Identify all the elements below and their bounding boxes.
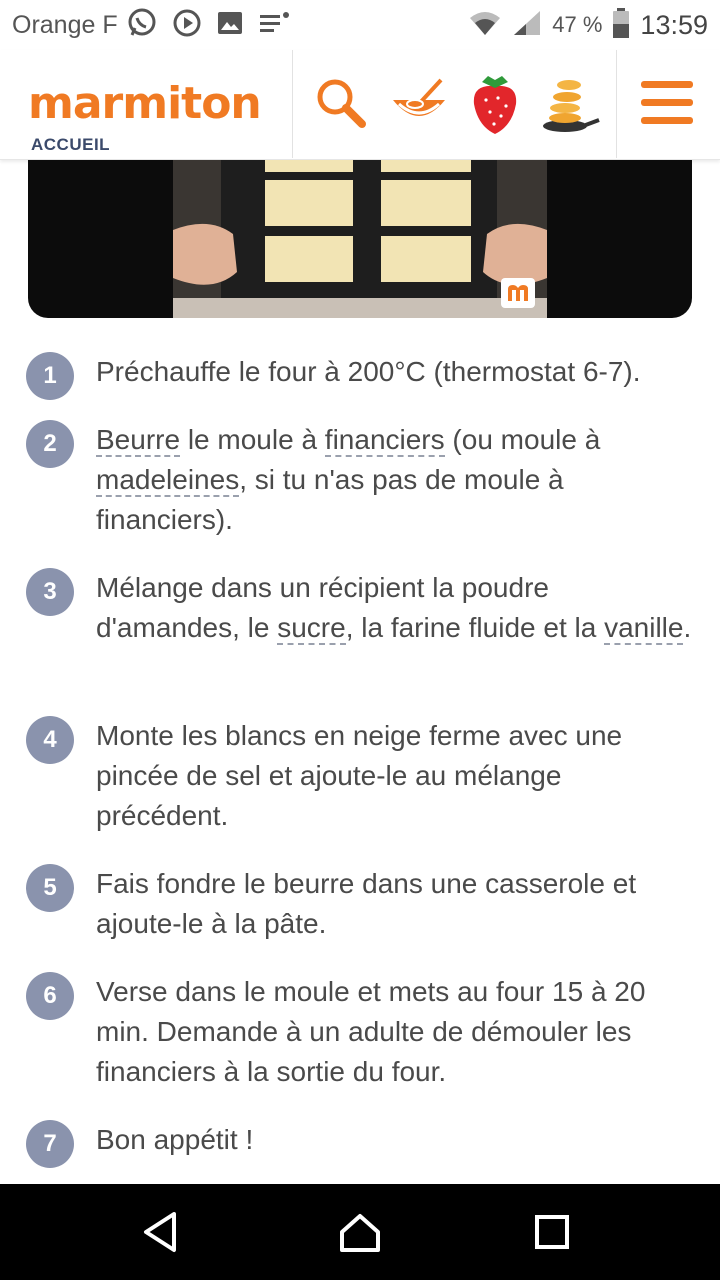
home-link[interactable]: ACCUEIL bbox=[31, 135, 111, 154]
video-frame bbox=[173, 160, 547, 318]
step-text-part: Fais fondre le beurre dans une casserole et ajoute-le à la pâte. bbox=[96, 868, 637, 939]
step-text-part: , la farine fluide et la bbox=[345, 612, 605, 643]
pancakes-icon[interactable] bbox=[534, 68, 604, 138]
header-divider bbox=[292, 50, 293, 158]
back-icon[interactable] bbox=[130, 1206, 190, 1258]
step-text bbox=[96, 716, 696, 836]
step-text-part: Verse dans le moule et mets au four 15 à 20 min. Demande à un adulte de démouler les financiers à la sortie du four. bbox=[96, 976, 646, 1087]
notification-lines-icon bbox=[258, 9, 292, 42]
wifi-icon bbox=[468, 9, 502, 42]
clock: 13:59 bbox=[640, 9, 708, 40]
marmiton-logo[interactable]: marmiton bbox=[28, 78, 261, 129]
step-number: 7 bbox=[26, 1120, 74, 1168]
status-bar bbox=[0, 0, 720, 50]
utensil-link-madeleines[interactable]: madeleines bbox=[96, 464, 240, 495]
step-text-part: . bbox=[683, 612, 692, 643]
utensil-link-financiers[interactable]: financiers bbox=[324, 424, 445, 455]
battery-icon bbox=[612, 7, 630, 44]
step-number: 3 bbox=[26, 568, 74, 616]
recents-icon[interactable] bbox=[522, 1206, 582, 1258]
step-text-part: le moule à bbox=[180, 424, 325, 455]
system-nav-bar bbox=[0, 1184, 720, 1280]
step-text bbox=[96, 352, 696, 392]
step-text-part: Bon appétit ! bbox=[96, 1124, 254, 1155]
home-icon[interactable] bbox=[330, 1206, 390, 1258]
step-number: 1 bbox=[26, 352, 74, 400]
step-number: 2 bbox=[26, 420, 74, 468]
ingredient-link-vanille[interactable]: vanille bbox=[604, 612, 684, 643]
image-icon bbox=[216, 9, 244, 42]
step-text-part: Préchauffe le four à 200°C (thermostat 6-7). bbox=[96, 356, 641, 387]
search-icon[interactable] bbox=[306, 68, 376, 138]
step-number: 4 bbox=[26, 716, 74, 764]
site-header bbox=[0, 50, 720, 160]
step-text-part: , si tu n'as pas de moule à financiers). bbox=[96, 464, 564, 535]
step-text bbox=[96, 864, 696, 944]
ingredient-link-beurre[interactable]: Beurre bbox=[96, 424, 181, 455]
step-text-part: Mélange dans un récipient la poudre d'amandes, le bbox=[96, 572, 549, 643]
step-text bbox=[96, 568, 696, 648]
ingredient-link-sucre[interactable]: sucre bbox=[277, 612, 346, 643]
header-divider bbox=[616, 50, 617, 158]
battery-percent: 47 % bbox=[552, 12, 603, 37]
step-text bbox=[96, 1120, 696, 1160]
step-text bbox=[96, 972, 696, 1092]
strawberry-icon[interactable] bbox=[460, 68, 530, 138]
recipe-video[interactable] bbox=[28, 160, 692, 318]
step-text-part: (ou moule à bbox=[444, 424, 601, 455]
carrier-name: Orange F bbox=[12, 10, 118, 39]
signal-icon bbox=[512, 9, 542, 42]
whatsapp-icon bbox=[126, 7, 158, 44]
menu-icon[interactable] bbox=[632, 68, 702, 138]
step-number: 5 bbox=[26, 864, 74, 912]
step-text bbox=[96, 420, 696, 540]
step-text-part: Monte les blancs en neige ferme avec une pincée de sel et ajoute-le au mélange précédent. bbox=[96, 720, 623, 831]
media-play-icon bbox=[172, 8, 202, 43]
whisk-bowl-icon[interactable] bbox=[384, 68, 454, 138]
video-watermark-icon bbox=[501, 278, 535, 308]
step-number: 6 bbox=[26, 972, 74, 1020]
